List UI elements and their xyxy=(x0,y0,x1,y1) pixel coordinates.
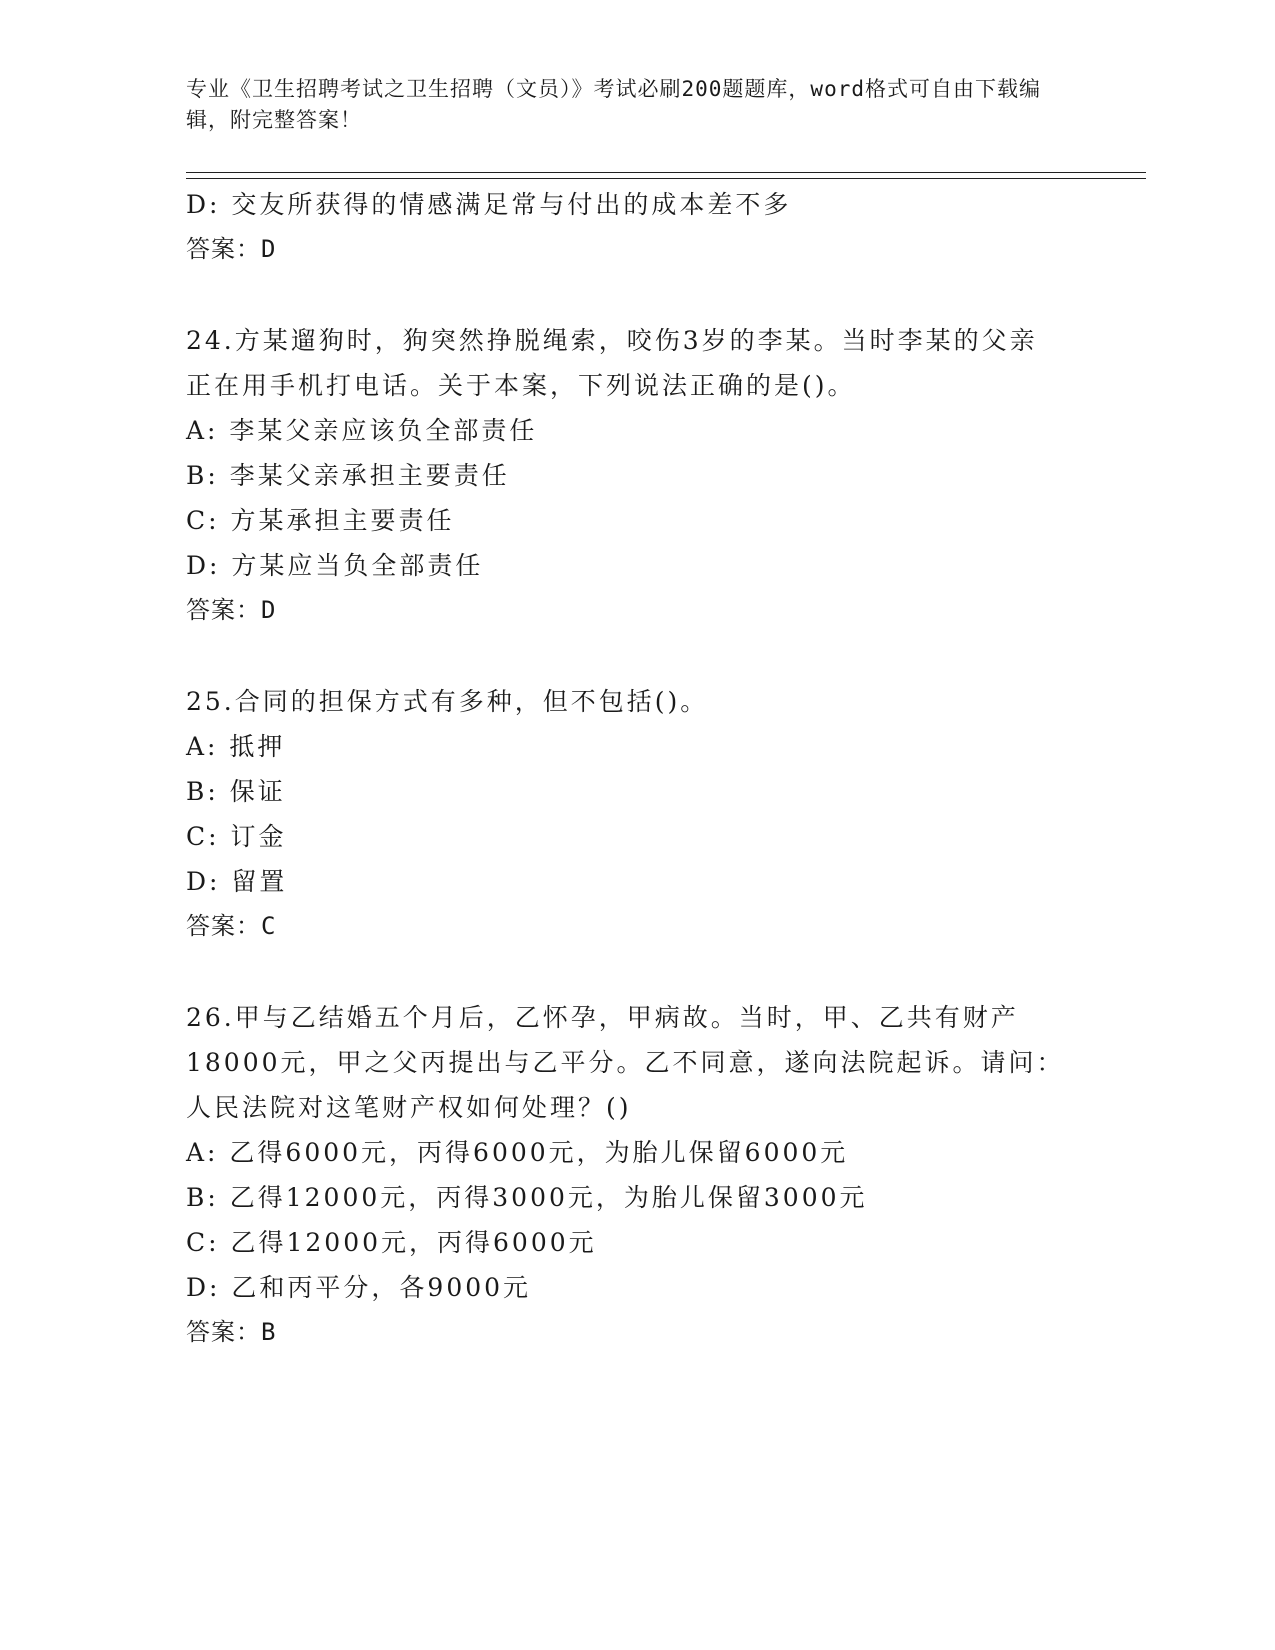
option-a: A: 李某父亲应该负全部责任 xyxy=(186,416,538,445)
question-24 xyxy=(186,318,1146,633)
option-d: D: 留置 xyxy=(186,867,288,896)
spacer xyxy=(186,272,1146,318)
spacer xyxy=(186,633,1146,679)
question-stem-line: 正在用手机打电话。关于本案，下列说法正确的是()。 xyxy=(186,371,856,400)
question-26 xyxy=(186,995,1146,1355)
option-c: C: 乙得12000元，丙得6000元 xyxy=(186,1228,597,1257)
answer: 答案：D xyxy=(186,596,277,624)
document-page xyxy=(186,74,1146,1355)
option-b: B: 保证 xyxy=(186,777,286,806)
question-stem-line: 26.甲与乙结婚五个月后，乙怀孕，甲病故。当时，甲、乙共有财产 xyxy=(186,1003,1019,1032)
option-d: D: 乙和丙平分，各9000元 xyxy=(186,1273,532,1302)
option-b: B: 李某父亲承担主要责任 xyxy=(186,461,510,490)
header-divider xyxy=(186,172,1146,179)
answer: 答案：B xyxy=(186,1318,277,1346)
question-25 xyxy=(186,679,1146,949)
option-c: C: 方某承担主要责任 xyxy=(186,506,455,535)
option-d-carryover: D: 交友所获得的情感满足常与付出的成本差不多 xyxy=(186,190,792,219)
spacer xyxy=(186,949,1146,995)
option-a: A: 乙得6000元，丙得6000元，为胎儿保留6000元 xyxy=(186,1138,849,1167)
option-a: A: 抵押 xyxy=(186,732,286,761)
question-stem-line: 人民法院对这笔财产权如何处理？() xyxy=(186,1093,632,1122)
question-stem-line: 24.方某遛狗时，狗突然挣脱绳索，咬伤3岁的李某。当时李某的父亲 xyxy=(186,326,1038,355)
question-stem-line: 18000元，甲之父丙提出与乙平分。乙不同意，遂向法院起诉。请问： xyxy=(186,1048,1065,1077)
option-b: B: 乙得12000元，丙得3000元，为胎儿保留3000元 xyxy=(186,1183,868,1212)
question-stem-line: 25.合同的担保方式有多种，但不包括()。 xyxy=(186,687,709,716)
page-header: 专业《卫生招聘考试之卫生招聘（文员）》考试必刷200题题库，word格式可自由下载编辑，附完整答案！ xyxy=(186,77,1041,132)
option-d: D: 方某应当负全部责任 xyxy=(186,551,484,580)
option-c: C: 订金 xyxy=(186,822,287,851)
answer-carryover: 答案：D xyxy=(186,235,277,263)
answer: 答案：C xyxy=(186,912,277,940)
